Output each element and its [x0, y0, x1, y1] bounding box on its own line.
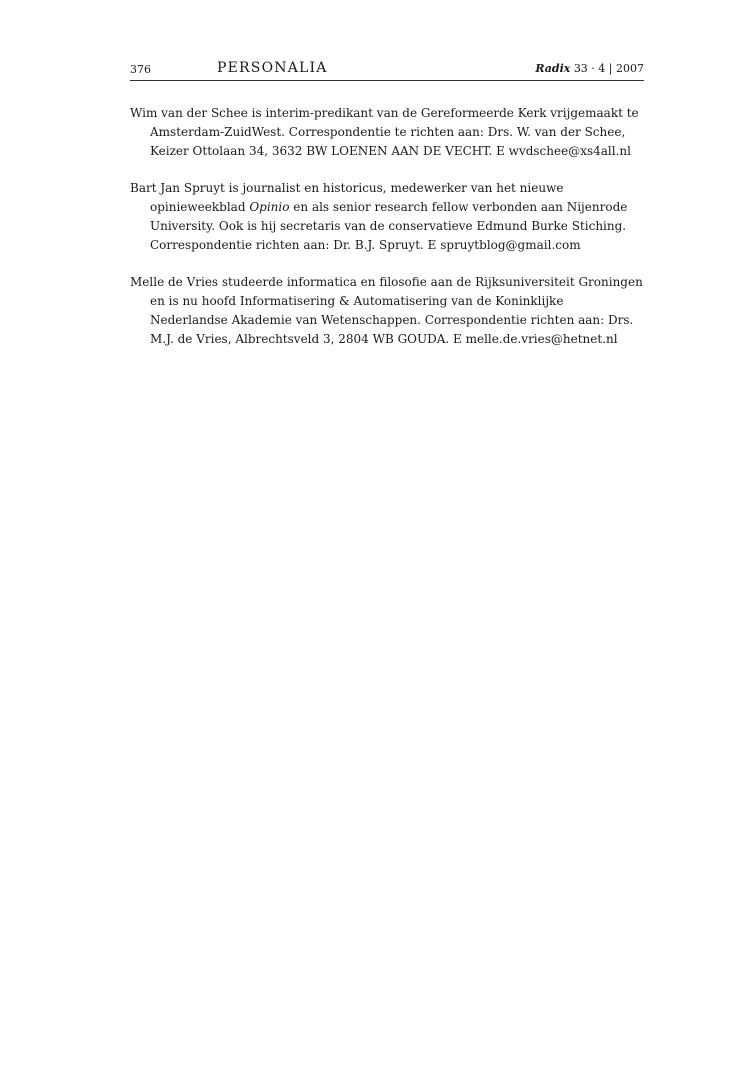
personalia-entry-de-vries: Melle de Vries studeerde informatica en filosofie aan de Rijksuniversiteit Groningen en is nu hoofd Informatisering & Automatisering van de Koninklijke Nederlandse Akademie van Wetenschappen. Correspondentie richten aan: Drs. M.J. de Vries, Albrechtsveld 3, 2804 WB GOUDA. E melle.de.vries@hetnet.nl — [130, 275, 643, 346]
running-header — [130, 60, 644, 81]
document-page — [130, 0, 644, 1068]
journal-name: Radix — [535, 62, 571, 75]
journal-issue: 33 · 4 | 2007 — [573, 62, 644, 75]
journal-reference — [535, 62, 644, 75]
entry-text-end: en als senior research fellow verbonden aan Nijenrode University. Ook is hij secretaris van de conservatieve Edmund Burke Stiching. Correspondentie richten aan: Dr. B.J. Spruyt. E spruytblog@gmail.com — [150, 200, 628, 252]
personalia-entry-spruyt — [130, 179, 644, 255]
section-title: PERSONALIA — [217, 60, 328, 76]
personalia-entry-van-der-schee: Wim van der Schee is interim-predikant van de Gereformeerde Kerk vrijgemaakt te Amsterdam-ZuidWest. Correspondentie te richten aan: Drs. W. van der Schee, Keizer Ottolaan 34, 3632 BW LOENEN AAN DE VECHT. E wvdschee@xs4all.nl — [130, 106, 639, 158]
page-number: 376 — [130, 63, 151, 76]
personalia-list — [130, 104, 644, 367]
publication-title: Opinio — [249, 200, 290, 214]
entry-text-start: Bart Jan Spruyt is journalist en historicus, medewerker van het nieuwe opinieweekblad — [130, 181, 564, 214]
